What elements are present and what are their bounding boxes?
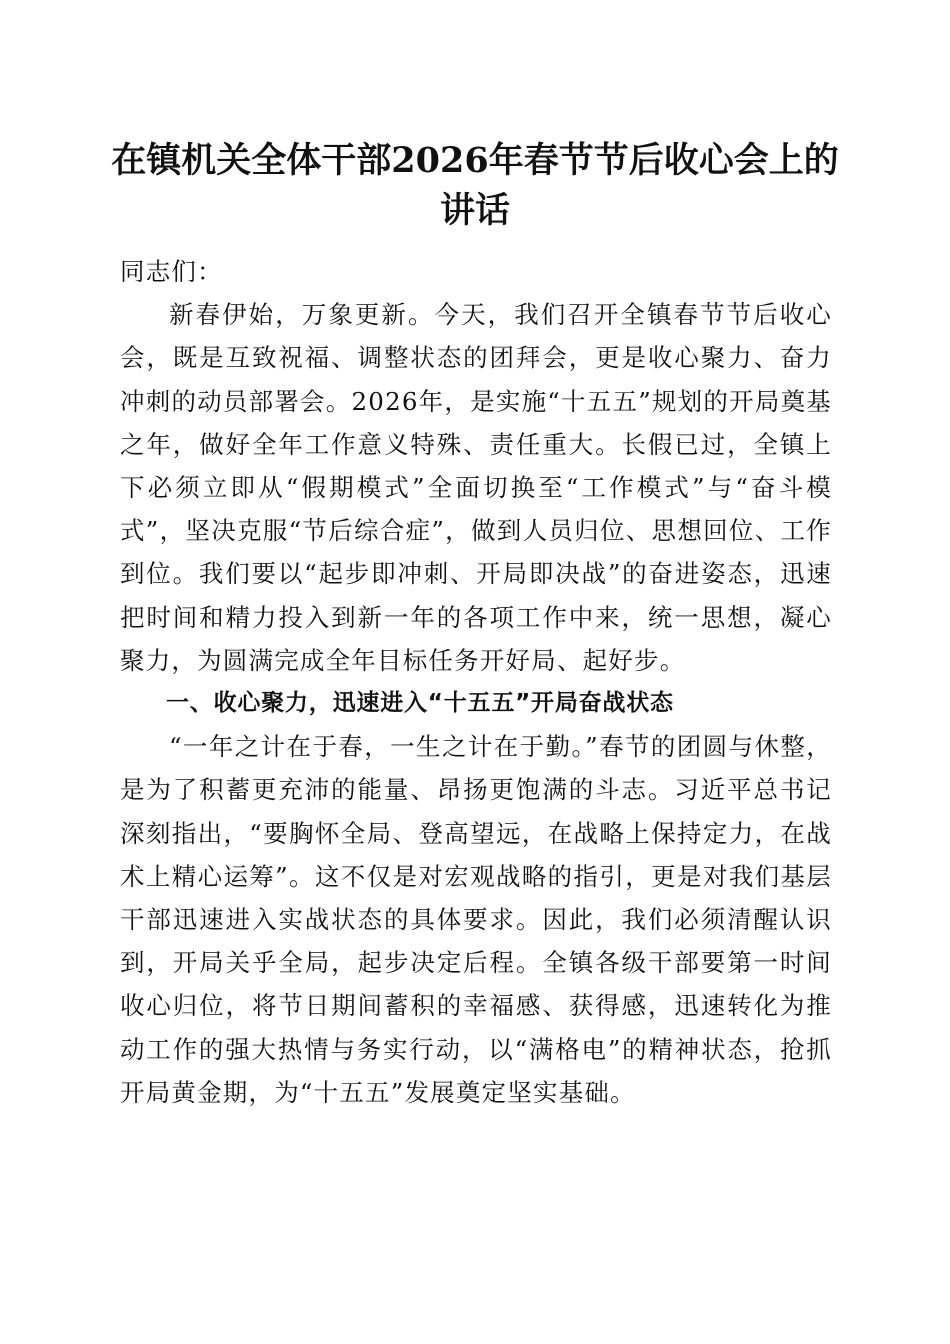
section-heading: 一、收心聚力，迅速进入“十五五”开局奋战状态 <box>166 690 674 717</box>
section-paragraph: “一年之计在于春，一生之计在于勤。”春节的团圆与休整，是为了积蓄更充沛的能量、昂扬更饱满的斗志。习近平总书记深刻指出，“要胸怀全局、登高望远，在战略上保持定力，在战术上精心运筹”。这不仅是对宏观战略的指引，更是对我们基层干部迅速进入实战状态的具体要求。因此，我们必须清醒认识到，开局关乎全局，起步决定后程。全镇各级干部要第一时间收心归位，将节日期间蓄积的幸福感、获得感，迅速转化为推动工作的强大热情与务实行动，以“满格电”的精神状态，抢抓开局黄金期，为“十五五”发展奠定坚实基础。 <box>120 732 832 1107</box>
document-title: 在镇机关全体干部2026年春节节后收心会上的讲话 <box>111 140 839 231</box>
salutation: 同志们： <box>120 257 223 286</box>
intro-paragraph: 新春伊始，万象更新。今天，我们召开全镇春节节后收心会，既是互致祝福、调整状态的团拜会，更是收心聚力、奋力冲刺的动员部署会。2026年，是实施“十五五”规划的开局奠基之年，做好全年工作意义特殊、责任重大。长假已过，全镇上下必须立即从“假期模式”全面切换至“工作模式”与“奋斗模式”，坚决克服“节后综合症”，做到人员归位、思想回位、工作到位。我们要以“起步即冲刺、开局即决战”的奋进姿态，迅速把时间和精力投入到新一年的各项工作中来，统一思想，凝心聚力，为圆满完成全年目标任务开好局、起好步。 <box>120 300 832 675</box>
document-body <box>120 250 832 1114</box>
